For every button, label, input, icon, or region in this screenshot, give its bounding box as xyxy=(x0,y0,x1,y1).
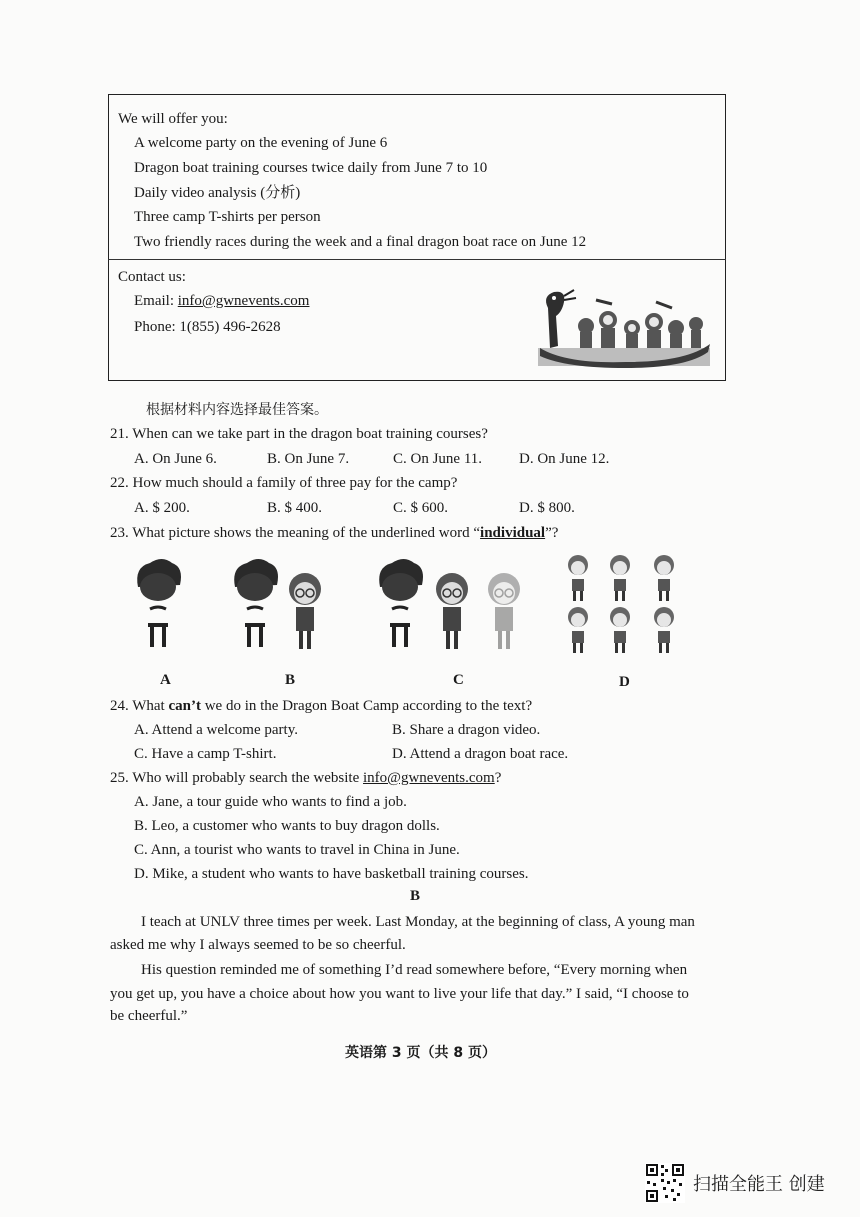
instruction: 根据材料内容选择最佳答案。 xyxy=(146,402,328,418)
question-24: 24. What can’t we do in the Dragon Boat Camp according to the text? xyxy=(110,698,533,714)
question-22: 22. How much should a family of three pay for the camp? xyxy=(110,475,458,491)
passage-line: be cheerful.” xyxy=(110,1008,188,1024)
offer-item: Daily video analysis (分析) xyxy=(134,185,301,201)
offer-item: Two friendly races during the week and a final dragon boat race on June 12 xyxy=(134,234,587,250)
q25-option-b[interactable]: B. Leo, a customer who wants to buy dragon dolls. xyxy=(134,818,440,834)
q24-option-d[interactable]: D. Attend a dragon boat race. xyxy=(392,746,569,762)
q24-option-a[interactable]: A. Attend a welcome party. xyxy=(134,722,298,738)
q24-option-c[interactable]: C. Have a camp T-shirt. xyxy=(134,746,277,762)
q22-option-d[interactable]: D. $ 800. xyxy=(519,500,575,516)
emphasis-word: can’t xyxy=(168,698,201,714)
dragon-boat-image xyxy=(536,286,712,370)
q21-option-c[interactable]: C. On June 11. xyxy=(393,451,483,467)
email-link[interactable]: info@gwnevents.com xyxy=(177,293,310,309)
page-footer: 英语第 3 页（共 8 页） xyxy=(345,1045,496,1061)
email-line xyxy=(134,292,309,310)
q24-option-b[interactable]: B. Share a dragon video. xyxy=(392,722,541,738)
website-link[interactable]: info@gwnevents.com xyxy=(363,770,495,786)
passage-line: I teach at UNLV three times per week. Last Monday, at the beginning of class, A young man xyxy=(141,914,695,930)
q22-option-c[interactable]: C. $ 600. xyxy=(393,500,449,516)
q25-option-a[interactable]: A. Jane, a tour guide who wants to find a job. xyxy=(134,794,407,810)
q21-option-a[interactable]: A. On June 6. xyxy=(134,451,217,467)
q22-option-a[interactable]: A. $ 200. xyxy=(134,500,190,516)
q22-option-b[interactable]: B. $ 400. xyxy=(267,500,323,516)
picture-label-d[interactable]: D xyxy=(619,674,630,690)
q23-pictures xyxy=(120,555,700,660)
qr-code-icon xyxy=(645,1163,685,1203)
underlined-word: individual xyxy=(480,525,546,541)
email-label: Email: xyxy=(134,293,178,309)
question-25: 25. Who will probably search the website info@gwnevents.com? xyxy=(110,770,502,786)
q25-option-d[interactable]: D. Mike, a student who wants to have basketball training courses. xyxy=(134,866,529,882)
offer-heading: We will offer you: xyxy=(118,111,228,127)
section-b-heading: B xyxy=(410,888,421,904)
picture-label-c[interactable]: C xyxy=(453,672,464,688)
scanner-watermark: 扫描全能王 创建 xyxy=(693,1174,825,1195)
q21-option-b[interactable]: B. On June 7. xyxy=(267,451,350,467)
offer-item: Dragon boat training courses twice daily from June 7 to 10 xyxy=(134,160,488,176)
contact-heading: Contact us: xyxy=(118,269,186,285)
passage-line: you get up, you have a choice about how you want to live your life that day.” I said, “I choose to xyxy=(110,986,689,1002)
q25-option-c[interactable]: C. Ann, a tourist who wants to travel in China in June. xyxy=(134,842,460,858)
q21-option-d[interactable]: D. On June 12. xyxy=(519,451,610,467)
picture-label-a[interactable]: A xyxy=(160,672,171,688)
question-23: 23. What picture shows the meaning of the underlined word “individual”? xyxy=(110,525,559,541)
picture-label-b[interactable]: B xyxy=(285,672,296,688)
offer-item: Three camp T-shirts per person xyxy=(134,209,321,225)
box-divider xyxy=(108,259,726,260)
offer-item: A welcome party on the evening of June 6 xyxy=(134,135,388,151)
passage-line: asked me why I always seemed to be so cheerful. xyxy=(110,937,406,953)
question-21: 21. When can we take part in the dragon boat training courses? xyxy=(110,426,488,442)
passage-line: His question reminded me of something I’d read somewhere before, “Every morning when xyxy=(141,962,688,978)
phone-line: Phone: 1(855) 496-2628 xyxy=(134,319,281,335)
